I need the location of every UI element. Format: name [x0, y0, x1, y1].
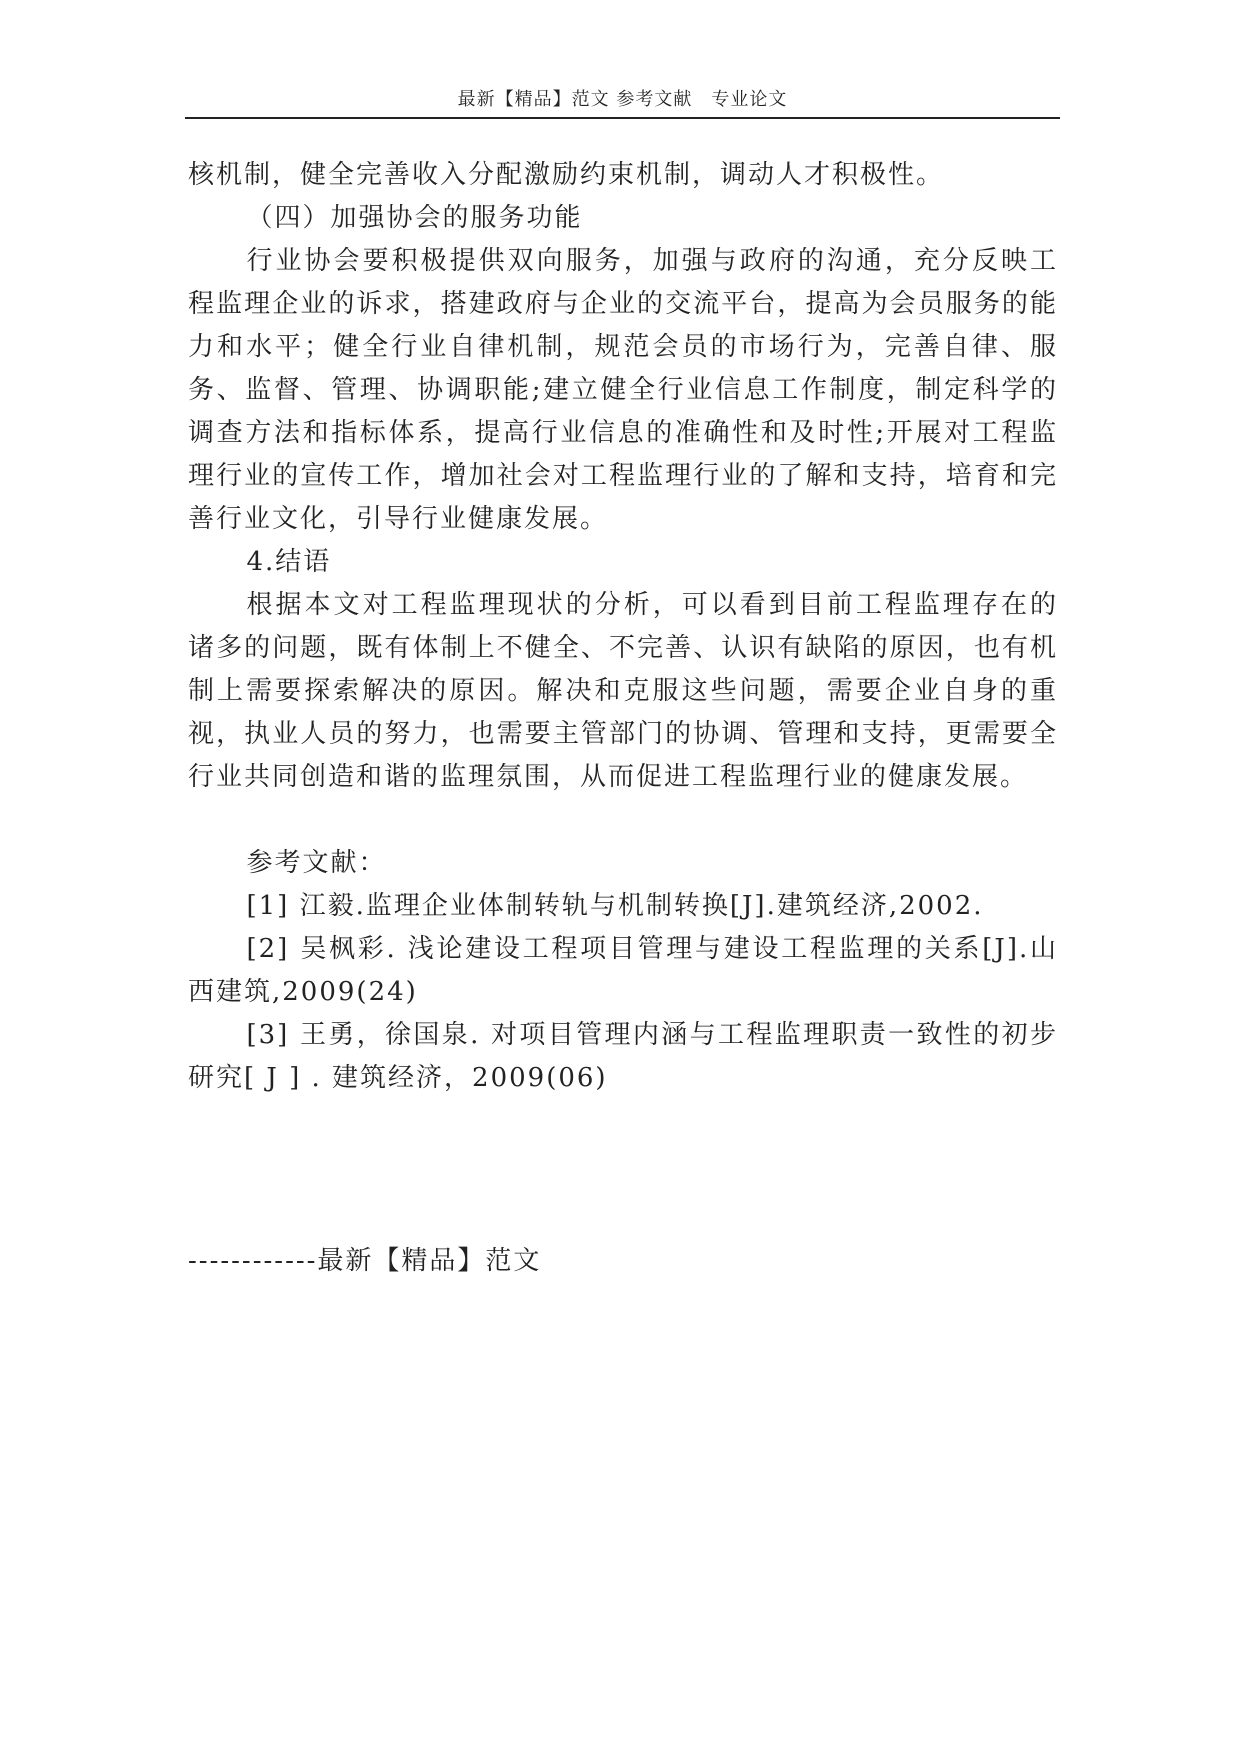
- references-heading: 参考文献：: [246, 848, 387, 878]
- document-body: [188, 154, 1058, 1283]
- paragraph-association-service: 行业协会要积极提供双向服务，加强与政府的沟通，充分反映工程监理企业的诉求，搭建政府与企业的交流平台，提高为会员服务的能力和水平；健全行业自律机制，规范会员的市场行为，完善自律、服务、监督、管理、协调职能;建立健全行业信息工作制度，制定科学的调查方法和指标体系，提高行业信息的准确性和及时性;开展对工程监理行业的宣传工作，增加社会对工程监理行业的了解和支持，培育和完善行业文化，引导行业健康发展。: [188, 246, 1058, 534]
- paragraph-conclusion: 根据本文对工程监理现状的分析，可以看到目前工程监理存在的诸多的问题，既有体制上不健全、不完善、认识有缺陷的原因，也有机制上需要探索解决的原因。解决和克服这些问题，需要企业自身的重视，执业人员的努力，也需要主管部门的协调、管理和支持，更需要全行业共同创造和谐的监理氛围，从而促进工程监理行业的健康发展。: [188, 590, 1058, 792]
- reference-item-1: [1] 江毅.监理企业体制转轨与机制转换[J].建筑经济,2002.: [246, 891, 984, 921]
- reference-item-3: [3] 王勇，徐国泉. 对项目管理内涵与工程监理职责一致性的初步研究[ J ] . 建筑经济，2009(06): [188, 1020, 1058, 1093]
- spacer: [188, 799, 1058, 842]
- paragraph-incentive-mechanism: 核机制，健全完善收入分配激励约束机制，调动人才积极性。: [188, 160, 945, 190]
- page-header: 最新【精品】范文 参考文献 专业论文: [185, 83, 1060, 119]
- spacer: [188, 1100, 1058, 1240]
- page-footer: ------------最新【精品】范文: [188, 1246, 542, 1276]
- section-heading-conclusion: 4.结语: [246, 547, 332, 577]
- reference-item-2: [2] 吴枫彩. 浅论建设工程项目管理与建设工程监理的关系[J].山西建筑,2009(24): [188, 934, 1058, 1007]
- section-heading-association: （四）加强协会的服务功能: [246, 203, 583, 233]
